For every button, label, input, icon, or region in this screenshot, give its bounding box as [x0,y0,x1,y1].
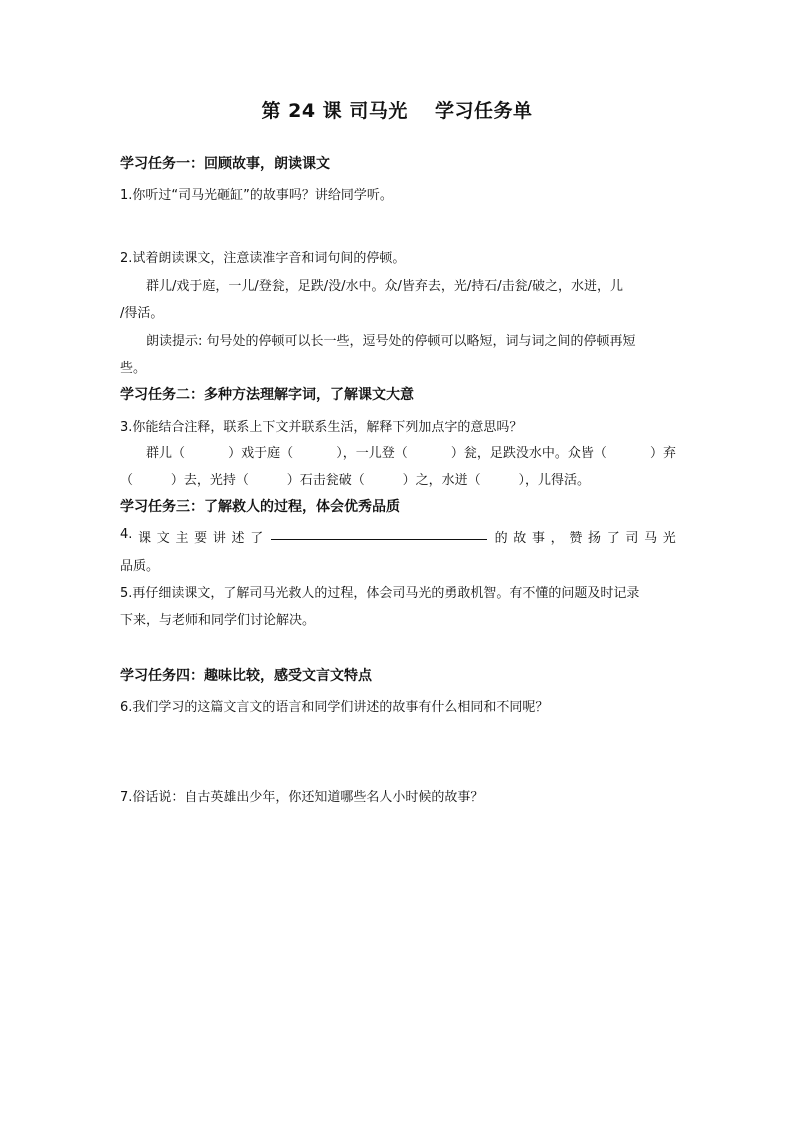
fill-segment: ）戏于庭（ [228,446,294,461]
fill-segment: ）弃 [649,446,676,461]
q4-char: 4. [120,527,133,542]
question-2: 2.试着朗读课文，注意读准字音和词句间的停顿。 [120,251,406,266]
q4-char: ， [550,531,564,546]
tip-line-1: 朗读提示: 句号处的停顿可以长一些，逗号处的停顿可以略短，词与词之间的停顿再短 [146,334,636,349]
q4-char: 课 [138,531,152,546]
fill-segment: ）之，水迸（ [402,473,481,488]
q4-char: 赞 [569,531,583,546]
text-line-2: /得活。 [120,306,164,321]
q4-char: 马 [644,531,658,546]
question-7: 7.俗话说：自古英雄出少年，你还知道哪些名人小时候的故事？ [120,790,484,805]
fill-line-2 [120,469,590,488]
task1-heading: 学习任务一：回顾故事，朗读课文 [120,156,330,172]
fill-segment: ），儿得活。 [518,473,590,488]
tip-line-2: 些。 [120,361,147,376]
lesson-number: 第 24 课 [261,100,343,122]
q4-char: 司 [625,531,639,546]
q4-char: 事 [531,531,545,546]
question-1: 1.你听过“司马光砸缸”的故事吗？讲给同学听。 [120,188,393,203]
q4-char: 的 [494,531,508,546]
sheet-name: 学习任务单 [434,100,533,122]
q4-char: 扬 [588,531,602,546]
answer-blank[interactable] [271,527,487,540]
fill-segment: ），一儿登（ [336,446,408,461]
fill-line-1 [146,442,676,461]
fill-segment: ）石击瓮破（ [286,473,365,488]
fill-segment: ）瓮，足跌没水中。众皆（ [450,446,607,461]
question-4 [120,527,676,546]
question-5-line-1: 5.再仔细读课文，了解司马光救人的过程，体会司马光的勇敢机智。有不懂的问题及时记录 [120,586,640,601]
question-5-line-2: 下来，与老师和同学们讨论解决。 [120,613,316,628]
question-6: 6.我们学习的这篇文言文的语言和同学们讲述的故事有什么相同和不同呢？ [120,700,549,715]
task4-heading: 学习任务四：趣味比较，感受文言文特点 [120,668,372,684]
task3-heading: 学习任务三：了解救人的过程，体会优秀品质 [120,499,400,515]
question-4-line-2: 品质。 [120,559,160,574]
fill-segment: ）去，光持（ [170,473,249,488]
q4-char: 文 [156,531,170,546]
q4-char: 光 [662,531,676,546]
q4-char: 述 [231,531,245,546]
question-3: 3.你能结合注释，联系上下文并联系生活，解释下列加点字的意思吗？ [120,420,523,435]
q4-char: 讲 [212,531,226,546]
q4-char: 要 [194,531,208,546]
fill-segment: 群儿（ [146,446,186,461]
fill-segment: （ [120,473,134,488]
page-title [0,96,794,123]
q4-char: 了 [250,531,264,546]
q4-char: 主 [175,531,189,546]
text-line-1: 群儿/戏于庭，一儿/登瓮，足跌/没/水中。众/皆弃去，光/持石/击瓮/破之，水迸，儿 [146,279,624,294]
task2-heading: 学习任务二：多种方法理解字词，了解课文大意 [120,387,414,403]
lesson-name: 司马光 [349,100,408,122]
q4-char: 故 [513,531,527,546]
q4-char: 了 [606,531,620,546]
